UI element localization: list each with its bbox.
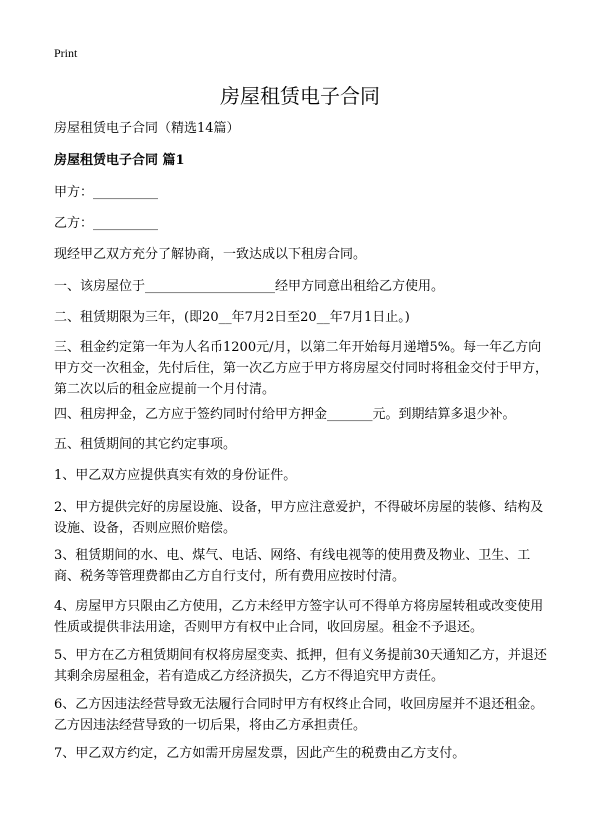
list-item-3: 3、租赁期间的水、电、煤气、电话、网络、有线电视等的使用费及物业、卫生、工商、税务等管理费都由乙方自行支付，所有费用应按时付清。: [54, 548, 531, 584]
document-title: 房屋租赁电子合同: [220, 84, 380, 108]
list-item-2: 2、甲方提供完好的房屋设施、设备，甲方应注意爱护，不得破坏房屋的装修、结构及设施、设备，否则应照价赔偿。: [54, 500, 544, 536]
list-item-6: 6、乙方因违法经营导致无法履行合同时甲方有权终止合同，收回房屋并不退还租金。乙方因违法经营导致的一切后果，将由乙方承担责任。: [54, 697, 544, 733]
section-heading: 房屋租赁电子合同 篇1: [54, 153, 185, 168]
party-b-line: 乙方：__________: [54, 216, 159, 231]
document-subtitle: 房屋租赁电子合同（精选14篇）: [54, 121, 240, 136]
intro-paragraph: 现经甲乙双方充分了解协商，一致达成以下租房合同。: [54, 247, 367, 262]
clause-4: 四、租房押金，乙方应于签约同时付给甲方押金_______元。到期结算多退少补。: [54, 407, 516, 422]
clause-3: 三、租金约定第一年为人名币1200元/月，以第二年开始每月递增5%。每一年乙方向甲方交一次租金，先付后住，第一次乙方应于甲方将房屋交付同时将租金交付于甲方，第二次以后的租金应提前一个月付清。: [54, 340, 549, 397]
list-item-7: 7、甲乙双方约定，乙方如需开房屋发票，因此产生的税费由乙方支付。: [54, 746, 466, 761]
clause-5: 五、租赁期间的其它约定事项。: [54, 437, 237, 452]
party-a-line: 甲方：__________: [54, 185, 159, 200]
clause-2: 二、租赁期限为三年，(即20__年7月2日至20__年7月1日止。): [54, 310, 410, 325]
print-label: Print: [54, 46, 78, 60]
list-item-1: 1、甲乙双方应提供真实有效的身份证件。: [54, 468, 297, 483]
list-item-5: 5、甲方在乙方租赁期间有权将房屋变卖、抵押，但有义务提前30天通知乙方，并退还其剩余房屋租金，若有造成乙方经济损失，乙方不得追究甲方责任。: [54, 648, 547, 684]
list-item-4: 4、房屋甲方只限由乙方使用，乙方未经甲方签字认可不得单方将房屋转租或改变使用性质或提供非法用途，否则甲方有权中止合同，收回房屋。租金不予退还。: [54, 599, 544, 635]
clause-1: 一、该房屋位于____________________经甲方同意出租给乙方使用。: [54, 279, 445, 294]
